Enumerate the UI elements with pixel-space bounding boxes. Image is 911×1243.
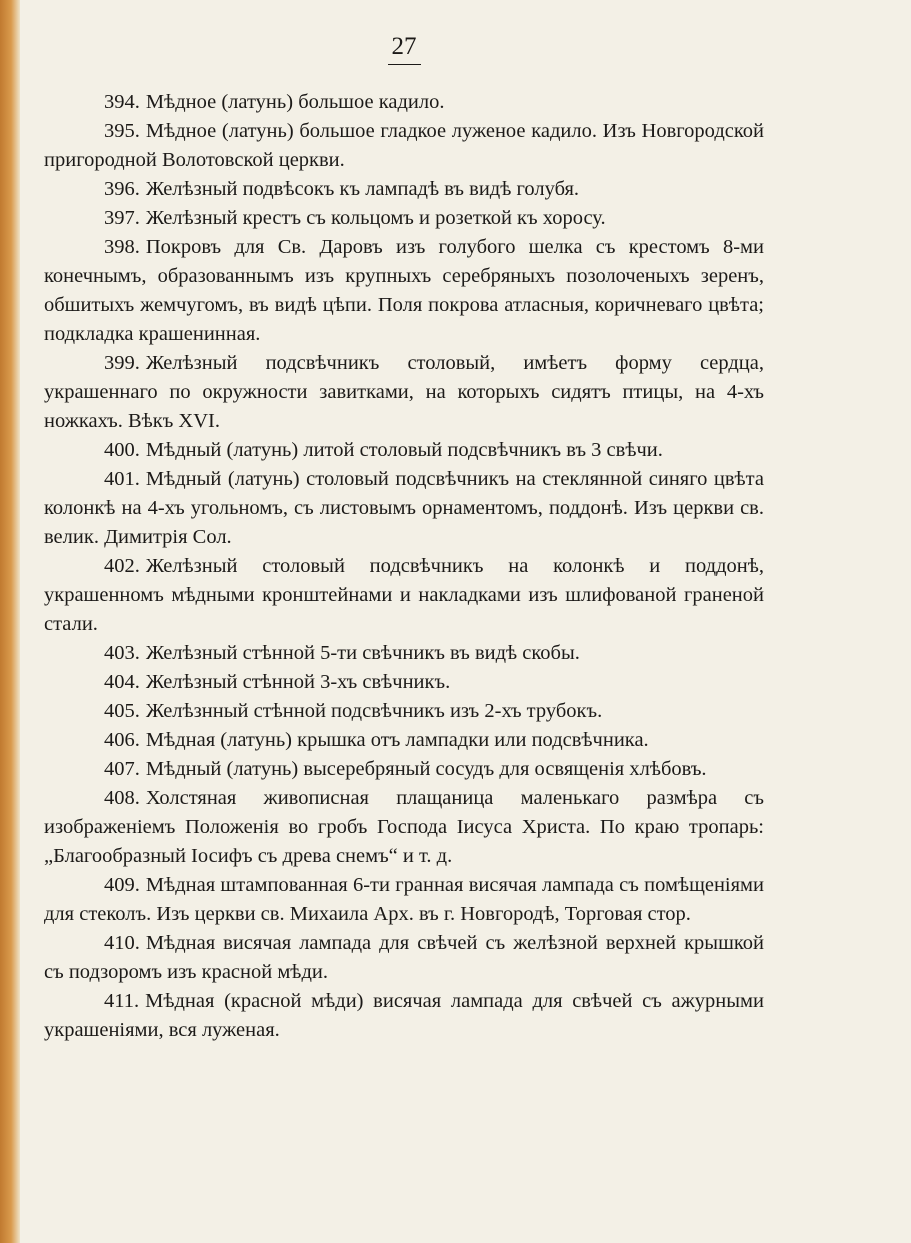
page-number-text: 27 bbox=[388, 32, 421, 65]
entry-number: 397. bbox=[104, 207, 140, 229]
catalog-entry bbox=[44, 88, 764, 117]
entry-text: Мѣдное (латунь) большое кадило. bbox=[145, 91, 445, 113]
entry-number: 410. bbox=[104, 932, 140, 954]
entry-text: Мѣдный (латунь) высеребряный сосудъ для освященія хлѣбовъ. bbox=[145, 758, 707, 780]
entry-text: Желѣзный стѣнной 3-хъ свѣчникъ. bbox=[145, 671, 451, 693]
entry-text: Желѣзный подсвѣчникъ столовый, имѣетъ форму сердца, украшеннаго по окружности завитками, на которыхъ сидятъ птицы, на 4-хъ ножкахъ. Вѣкъ XVI. bbox=[44, 352, 764, 432]
catalog-entries bbox=[44, 88, 764, 1045]
catalog-entry bbox=[44, 639, 764, 668]
entry-number: 395. bbox=[104, 120, 140, 142]
catalog-entry bbox=[44, 929, 764, 987]
entry-number: 400. bbox=[104, 439, 140, 461]
catalog-entry bbox=[44, 871, 764, 929]
catalog-entry bbox=[44, 233, 764, 349]
entry-text: Мѣдный (латунь) литой столовый подсвѣчникъ въ 3 свѣчи. bbox=[145, 439, 663, 461]
entry-number: 399. bbox=[104, 352, 140, 374]
entry-text: Мѣдная (латунь) крышка отъ лампадки или подсвѣчника. bbox=[145, 729, 649, 751]
entry-number: 403. bbox=[104, 642, 140, 664]
entry-number: 401. bbox=[104, 468, 140, 490]
entry-text: Мѣдная штампованная 6-ти гранная висячая лампада съ помѣщеніями для стеколъ. Изъ церкви св. Михаила Арх. въ г. Новгородѣ, Торговая стор. bbox=[44, 874, 764, 925]
catalog-entry bbox=[44, 349, 764, 436]
entry-number: 396. bbox=[104, 178, 140, 200]
entry-text: Желѣзный столовый подсвѣчникъ на колонкѣ и поддонѣ, украшенномъ мѣдными кронштейнами и накладками изъ шлифованой граненой стали. bbox=[44, 555, 764, 635]
entry-text: Мѣдная (красной мѣди) висячая лампада для свѣчей съ ажурными украшеніями, вся луженая. bbox=[44, 990, 764, 1041]
catalog-entry bbox=[44, 755, 764, 784]
entry-number: 398. bbox=[104, 236, 140, 258]
catalog-entry bbox=[44, 204, 764, 233]
book-page bbox=[44, 28, 764, 1218]
catalog-entry bbox=[44, 987, 764, 1045]
entry-text: Желѣзный крестъ съ кольцомъ и розеткой къ хоросу. bbox=[145, 207, 606, 229]
entry-text: Покровъ для Св. Даровъ изъ голубого шелка съ крестомъ 8-ми конечнымъ, образованнымъ изъ крупныхъ серебряныхъ позолоченыхъ зеренъ, обшитыхъ жемчугомъ, въ видѣ цѣпи. Поля покрова атласныя, коричневаго цвѣта; подкладка крашенинная. bbox=[44, 236, 764, 345]
entry-number: 411. bbox=[104, 990, 140, 1012]
catalog-entry bbox=[44, 668, 764, 697]
entry-number: 409. bbox=[104, 874, 140, 896]
entry-number: 406. bbox=[104, 729, 140, 751]
entry-text: Мѣдное (латунь) большое гладкое луженое кадило. Изъ Новгородской пригородной Волотовской церкви. bbox=[44, 120, 764, 171]
catalog-entry bbox=[44, 726, 764, 755]
catalog-entry bbox=[44, 465, 764, 552]
catalog-entry bbox=[44, 784, 764, 871]
entry-number: 394. bbox=[104, 91, 140, 113]
entry-text: Холстяная живописная плащаница маленькаго размѣра съ изображеніемъ Положенія во гробъ Господа Іисуса Христа. По краю тропарь: „Благообразный Іосифъ съ древа снемъ“ и т. д. bbox=[44, 787, 764, 867]
catalog-entry bbox=[44, 697, 764, 726]
entry-number: 407. bbox=[104, 758, 140, 780]
entry-text: Мѣдная висячая лампада для свѣчей съ желѣзной верхней крышкой съ подзоромъ изъ красной мѣди. bbox=[44, 932, 764, 983]
entry-number: 405. bbox=[104, 700, 140, 722]
entry-text: Желѣзный подвѣсокъ къ лампадѣ въ видѣ голубя. bbox=[145, 178, 580, 200]
catalog-entry bbox=[44, 552, 764, 639]
entry-text: Мѣдный (латунь) столовый подсвѣчникъ на стеклянной синяго цвѣта колонкѣ на 4-хъ угольномъ, съ листовымъ орнаментомъ, поддонѣ. Изъ церкви св. велик. Димитрія Сол. bbox=[44, 468, 764, 548]
catalog-entry bbox=[44, 175, 764, 204]
catalog-entry bbox=[44, 117, 764, 175]
entry-number: 404. bbox=[104, 671, 140, 693]
entry-text: Желѣзный стѣнной 5-ти свѣчникъ въ видѣ скобы. bbox=[145, 642, 580, 664]
entry-number: 402. bbox=[104, 555, 140, 577]
catalog-entry bbox=[44, 436, 764, 465]
page-number bbox=[44, 32, 764, 65]
entry-text: Желѣзнный стѣнной подсвѣчникъ изъ 2-хъ трубокъ. bbox=[145, 700, 603, 722]
entry-number: 408. bbox=[104, 787, 140, 809]
page-edge-shadow bbox=[0, 0, 20, 1243]
